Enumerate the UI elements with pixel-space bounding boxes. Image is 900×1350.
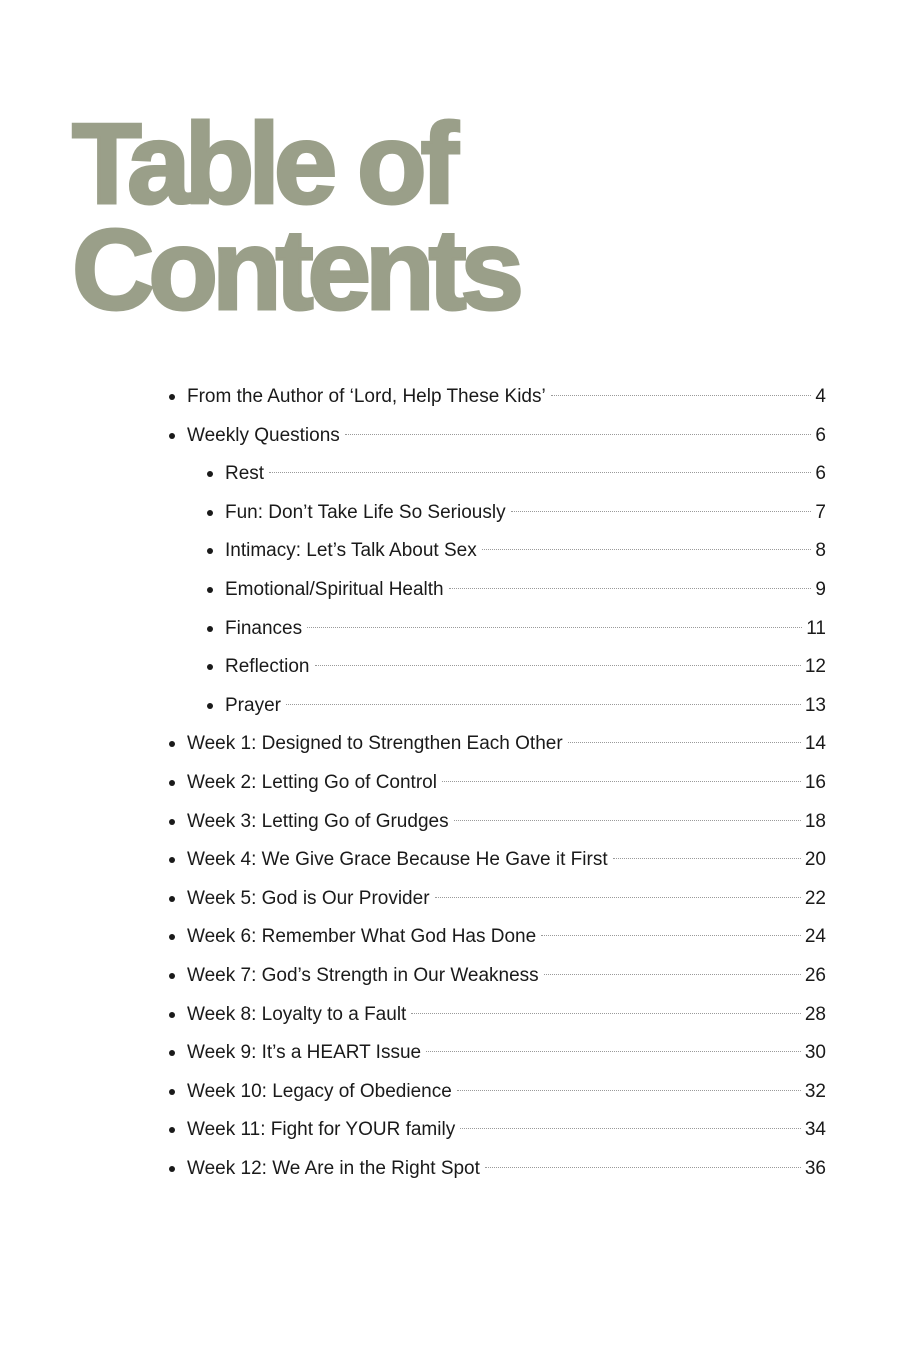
dot-leader	[541, 935, 801, 936]
toc-entry-label: Week 2: Letting Go of Control	[187, 771, 437, 793]
dot-leader	[449, 588, 812, 589]
bullet-icon	[169, 741, 175, 747]
toc-entry-label: Week 10: Legacy of Obedience	[187, 1080, 452, 1102]
bullet-icon	[169, 857, 175, 863]
bullet-icon	[169, 1089, 175, 1095]
toc-entry-page-number: 32	[804, 1080, 826, 1102]
toc-entry-label: Intimacy: Let’s Talk About Sex	[225, 540, 477, 562]
dot-leader	[454, 820, 801, 821]
toc-entry-label: Finances	[225, 617, 303, 639]
toc-entry-page-number: 24	[804, 926, 826, 948]
toc-entry-label: Week 9: It’s a HEART Issue	[187, 1042, 422, 1064]
dot-leader	[485, 1167, 801, 1168]
bullet-icon	[207, 703, 213, 709]
toc-entry[interactable]	[0, 1111, 826, 1150]
toc-entry-page-number: 6	[815, 424, 826, 446]
dot-leader	[307, 627, 802, 628]
dot-leader	[411, 1013, 801, 1014]
toc-entry-label: Fun: Don’t Take Life So Seriously	[225, 501, 506, 523]
dot-leader	[613, 858, 801, 859]
bullet-icon	[207, 664, 213, 670]
dot-leader	[435, 897, 801, 898]
toc-entry-label: Weekly Questions	[187, 424, 340, 446]
toc-subentry[interactable]	[0, 610, 826, 649]
toc-entry-label: Prayer	[225, 694, 281, 716]
bullet-icon	[169, 1127, 175, 1133]
toc-entry-page-number: 11	[806, 617, 826, 639]
toc-entry-label: Emotional/Spiritual Health	[225, 578, 444, 600]
toc-subentry[interactable]	[0, 494, 826, 533]
toc-entry-page-number: 18	[804, 810, 826, 832]
toc-entry-page-number: 22	[804, 887, 826, 909]
bullet-icon	[169, 394, 175, 400]
bullet-icon	[169, 896, 175, 902]
dot-leader	[568, 742, 801, 743]
toc-entry-label: From the Author of ‘Lord, Help These Kids’	[187, 386, 546, 407]
dot-leader	[482, 549, 812, 550]
toc-entry[interactable]	[0, 1150, 826, 1189]
toc-entry-label: Week 12: We Are in the Right Spot	[187, 1157, 480, 1179]
toc-entry[interactable]	[0, 841, 826, 880]
dot-leader	[511, 511, 812, 512]
dot-leader	[269, 472, 811, 473]
toc-entry-label: Week 5: God is Our Provider	[187, 887, 430, 909]
bullet-icon	[169, 1166, 175, 1172]
toc-entry[interactable]	[0, 803, 826, 842]
bullet-icon	[207, 548, 213, 554]
page-title-line-1: Table of	[72, 101, 453, 228]
toc-entry-page-number: 9	[815, 578, 826, 600]
toc-entry-label: Week 4: We Give Grace Because He Gave it First	[187, 849, 608, 871]
toc-entry-page-number: 4	[815, 386, 826, 407]
toc-entry-label: Week 8: Loyalty to a Fault	[187, 1003, 407, 1025]
toc-entry[interactable]	[0, 1073, 826, 1112]
bullet-icon	[169, 934, 175, 940]
toc-entry-page-number: 6	[815, 463, 826, 485]
bullet-icon	[207, 587, 213, 593]
page-title	[72, 101, 518, 334]
toc-entry[interactable]	[0, 957, 826, 996]
toc-entry-label: Week 6: Remember What God Has Done	[187, 926, 537, 948]
toc-entry-page-number: 34	[804, 1119, 826, 1141]
toc-entry[interactable]	[0, 725, 826, 764]
toc-subentry[interactable]	[0, 648, 826, 687]
toc-entry-page-number: 13	[804, 694, 826, 716]
toc-subentry[interactable]	[0, 571, 826, 610]
toc-entry-page-number: 8	[815, 540, 826, 562]
toc-entry-page-number: 28	[804, 1003, 826, 1025]
toc-entry-page-number: 36	[804, 1157, 826, 1179]
toc-entry-page-number: 12	[804, 656, 826, 678]
toc-entry-page-number: 26	[804, 964, 826, 986]
bullet-icon	[207, 510, 213, 516]
toc-entry[interactable]	[0, 880, 826, 919]
table-of-contents-list	[0, 378, 900, 1188]
toc-subentry[interactable]	[0, 532, 826, 571]
toc-subentry[interactable]	[0, 455, 826, 494]
toc-entry-page-number: 16	[804, 771, 826, 793]
toc-entry-label: Week 3: Letting Go of Grudges	[187, 810, 449, 832]
toc-entry-label: Week 1: Designed to Strengthen Each Other	[187, 733, 563, 755]
bullet-icon	[169, 433, 175, 439]
dot-leader	[442, 781, 801, 782]
dot-leader	[345, 434, 812, 435]
toc-entry[interactable]	[0, 417, 826, 456]
bullet-icon	[169, 1050, 175, 1056]
toc-subentry[interactable]	[0, 687, 826, 726]
toc-entry-page-number: 20	[804, 849, 826, 871]
toc-entry[interactable]	[0, 764, 826, 803]
dot-leader	[315, 665, 801, 666]
toc-entry[interactable]	[0, 918, 826, 957]
dot-leader	[286, 704, 801, 705]
toc-entry[interactable]	[0, 378, 826, 417]
bullet-icon	[169, 819, 175, 825]
page-title-line-2: Contents	[72, 207, 518, 334]
dot-leader	[544, 974, 801, 975]
toc-entry[interactable]	[0, 1034, 826, 1073]
toc-entry-page-number: 14	[804, 733, 826, 755]
toc-entry-label: Reflection	[225, 656, 310, 678]
toc-entry[interactable]	[0, 996, 826, 1035]
bullet-icon	[169, 1012, 175, 1018]
toc-entry-label: Week 11: Fight for YOUR family	[187, 1119, 456, 1141]
dot-leader	[457, 1090, 801, 1091]
toc-entry-label: Rest	[225, 463, 265, 485]
toc-entry-page-number: 30	[804, 1042, 826, 1064]
dot-leader	[460, 1128, 801, 1129]
toc-entry-page-number: 7	[815, 501, 826, 523]
bullet-icon	[169, 973, 175, 979]
dot-leader	[426, 1051, 801, 1052]
bullet-icon	[207, 626, 213, 632]
bullet-icon	[169, 780, 175, 786]
dot-leader	[551, 395, 812, 396]
toc-entry-label: Week 7: God’s Strength in Our Weakness	[187, 964, 539, 986]
bullet-icon	[207, 471, 213, 477]
